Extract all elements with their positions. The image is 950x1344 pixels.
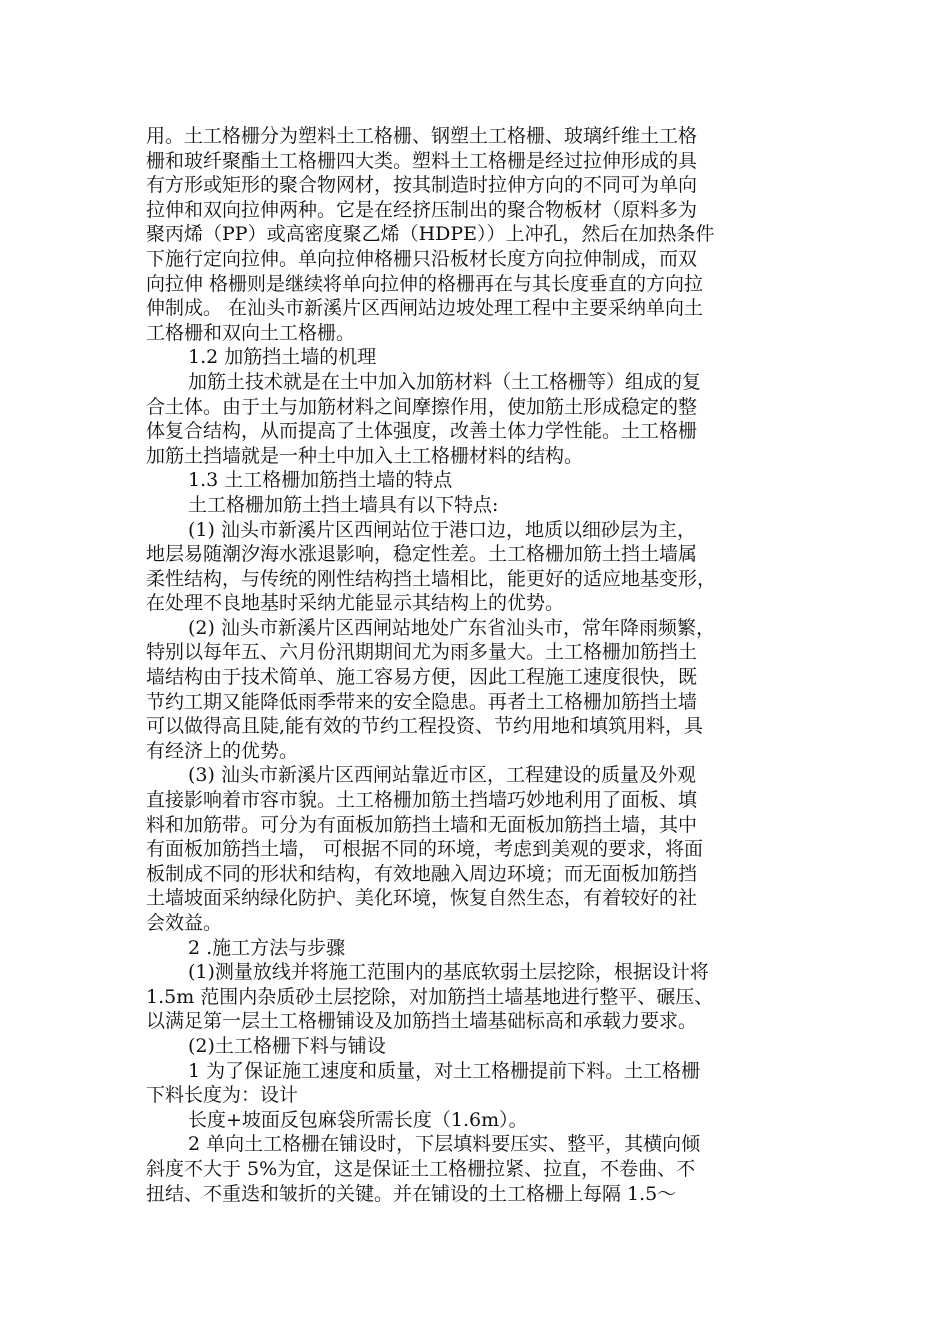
text-line: 有经济上的优势。 — [146, 739, 299, 762]
text-line: 有方形或矩形的聚合物网材，按其制造时拉伸方向的不同可为单向 — [146, 174, 698, 197]
text-line: 用。土工格栅分为塑料土工格栅、钢塑土工格栅、玻璃纤维土工格 — [146, 125, 698, 147]
text-line: 1 为了保证施工速度和质量，对土工格栅提前下料。土工格栅 — [188, 1059, 701, 1082]
text-line: 斜度不大于 5%为宜，这是保证土工格栅拉紧、拉直，不卷曲、不 — [146, 1157, 696, 1180]
text-line: (1) 汕头市新溪片区西闸站位于港口边，地质以细砂层为主， — [188, 518, 696, 541]
text-line: 墙结构由于技术简单、施工容易方便，因此工程施工速度很快，既 — [146, 666, 698, 689]
text-line: 伸制成。 在汕头市新溪片区西闸站边坡处理工程中主要采纳单向土 — [146, 297, 704, 320]
text-line: (2) 汕头市新溪片区西闸站地处广东省汕头市，常年降雨频繁， — [188, 616, 715, 639]
text-line: 下料长度为：设计 — [146, 1084, 299, 1107]
text-line: 合土体。由于土与加筋材料之间摩擦作用，使加筋土形成稳定的整 — [146, 395, 698, 418]
text-line: 土工格栅加筋土挡土墙具有以下特点: — [188, 493, 499, 516]
text-line: 特别以每年五、六月份汛期期间尤为雨多量大。土工格栅加筋挡土 — [146, 641, 698, 664]
text-line: 扭结、不重迭和皱折的关键。并在铺设的土工格栅上每隔 1.5～ — [146, 1182, 677, 1205]
text-line: 料和加筋带。可分为有面板加筋挡土墙和无面板加筋挡土墙，其中 — [146, 813, 698, 836]
text-line: 1.3 土工格栅加筋挡土墙的特点 — [188, 469, 453, 492]
text-line: 2 .施工方法与步骤 — [188, 936, 346, 959]
text-line: 拉伸和双向拉伸两种。它是在经挤压制出的聚合物板材（原料多为 — [146, 198, 698, 221]
text-line: 有面板加筋挡土墙， 可根据不同的环境，考虑到美观的要求，将面 — [146, 838, 704, 861]
text-line: 长度+坡面反包麻袋所需长度（1.6m）。 — [188, 1108, 528, 1131]
text-line: 向拉伸 格栅则是继续将单向拉伸的格栅再在与其长度垂直的方向拉 — [146, 272, 704, 295]
text-line: 栅和玻纤聚酯土工格栅四大类。塑料土工格栅是经过拉伸形成的具 — [146, 149, 698, 172]
text-line: 地层易随潮汐海水涨退影响，稳定性差。土工格栅加筋土挡土墙属 — [146, 543, 698, 566]
text-line: 在处理不良地基时采纳尤能显示其结构上的优势。 — [146, 592, 565, 615]
text-line: (2)土工格栅下料与铺设 — [188, 1034, 386, 1057]
text-line: 节约工期又能降低雨季带来的安全隐患。再者土工格栅加筋挡土墙 — [146, 690, 698, 713]
text-line: 柔性结构，与传统的刚性结构挡土墙相比，能更好的适应地基变形， — [146, 567, 717, 590]
text-line: 1.5m 范围内杂质砂土层挖除，对加筋挡土墙基地进行整平、碾压、 — [146, 985, 714, 1008]
text-line: 1.2 加筋挡土墙的机理 — [188, 346, 377, 369]
text-line: (3) 汕头市新溪片区西闸站靠近市区，工程建设的质量及外观 — [188, 764, 696, 787]
text-line: 体复合结构，从而提高了土体强度，改善土体力学性能。土工格栅 — [146, 420, 698, 443]
text-line: 2 单向土工格栅在铺设时，下层填料要压实、整平，其横向倾 — [188, 1133, 701, 1156]
text-line: 板制成不同的形状和结构，有效地融入周边环境；而无面板加筋挡 — [146, 862, 698, 885]
text-line: 聚丙烯（PP）或高密度聚乙烯（HDPE））上冲孔，然后在加热条件 — [146, 223, 715, 246]
text-line: (1)测量放线并将施工范围内的基底软弱土层挖除，根据设计将 — [188, 961, 709, 984]
text-line: 土墙坡面采纳绿化防护、美化环境，恢复自然生态，有着较好的社 — [146, 887, 698, 910]
text-line: 工格栅和双向土工格栅。 — [146, 321, 356, 344]
text-line: 可以做得高且陡,能有效的节约工程投资、节约用地和填筑用料，具 — [146, 715, 704, 738]
text-line: 加筋土技术就是在土中加入加筋材料（土工格栅等）组成的复 — [188, 370, 702, 393]
text-line: 下施行定向拉伸。单向拉伸格栅只沿板材长度方向拉伸制成，而双 — [146, 247, 698, 270]
text-line: 加筋土挡墙就是一种土中加入土工格栅材料的结构。 — [146, 444, 584, 467]
text-line: 直接影响着市容市貌。土工格栅加筋土挡墙巧妙地利用了面板、填 — [146, 789, 698, 812]
document-body — [146, 124, 806, 1206]
text-line: 以满足第一层土工格栅铺设及加筋挡土墙基础标高和承载力要求。 — [146, 1010, 698, 1033]
text-line: 会效益。 — [146, 912, 223, 934]
